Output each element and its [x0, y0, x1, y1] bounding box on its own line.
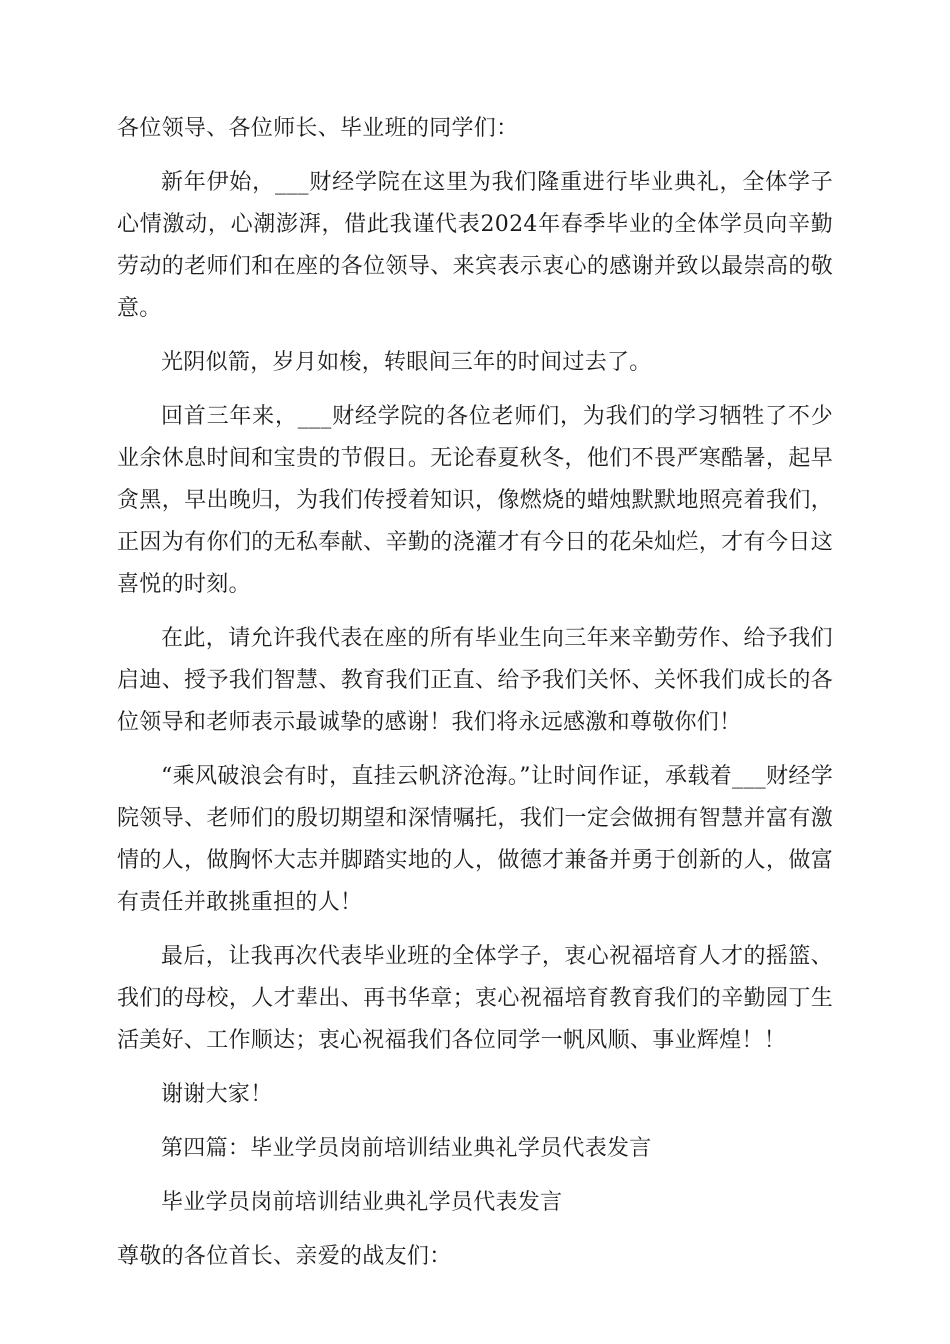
paragraph-recollection: 回首三年来，___财经学院的各位老师们，为我们的学习牺牲了不少业余休息时间和宝贵的节假日。无论春夏秋冬，他们不畏严寒酷暑，起早贪黑，早出晚归，为我们传授着知识，像燃烧的蜡烛默默地照亮着我们，正因为有你们的无私奉献、辛勤的浇灌才有今日的花朵灿烂，才有今日这喜悦的时刻。 [117, 404, 833, 597]
paragraph-opening: 新年伊始，___财经学院在这里为我们隆重进行毕业典礼，全体学子心情激动，心潮澎湃，借此我谨代表2024年春季毕业的全体学员向辛勤劳动的老师们和在座的各位领导、来宾表示衷心的感谢并致以最崇高的敬意。 [117, 170, 833, 321]
document-body [117, 108, 833, 1278]
paragraph-thanks: 谢谢大家！ [161, 1082, 273, 1107]
section-title: 毕业学员岗前培训结业典礼学员代表发言 [161, 1190, 563, 1215]
paragraph-blessing: 最后，让我再次代表毕业班的全体学子，衷心祝福培育人才的摇篮、我们的母校，人才辈出、再书华章；衷心祝福培育教育我们的辛勤园丁生活美好、工作顺达；衷心祝福我们各位同学一帆风顺、事业辉煌！！ [117, 944, 833, 1053]
closing-salutation: 尊敬的各位首长、亲爱的战友们： [117, 1244, 452, 1269]
section-heading: 第四篇：毕业学员岗前培训结业典礼学员代表发言 [161, 1136, 652, 1161]
paragraph-time: 光阴似箭，岁月如梭，转眼间三年的时间过去了。 [161, 350, 652, 375]
salutation: 各位领导、各位师长、毕业班的同学们： [117, 116, 519, 141]
paragraph-aspiration: “乘风破浪会有时，直挂云帆济沧海。”让时间作证，承载着___财经学院领导、老师们的殷切期望和深情嘱托，我们一定会做拥有智慧并富有激情的人，做胸怀大志并脚踏实地的人，做德才兼备并勇于创新的人，做富有责任并敢挑重担的人！ [117, 764, 833, 915]
paragraph-gratitude: 在此，请允许我代表在座的所有毕业生向三年来辛勤劳作、给予我们启迪、授予我们智慧、教育我们正直、给予我们关怀、关怀我们成长的各位领导和老师表示最诚挚的感谢！我们将永远感激和尊敬你们！ [117, 626, 833, 735]
